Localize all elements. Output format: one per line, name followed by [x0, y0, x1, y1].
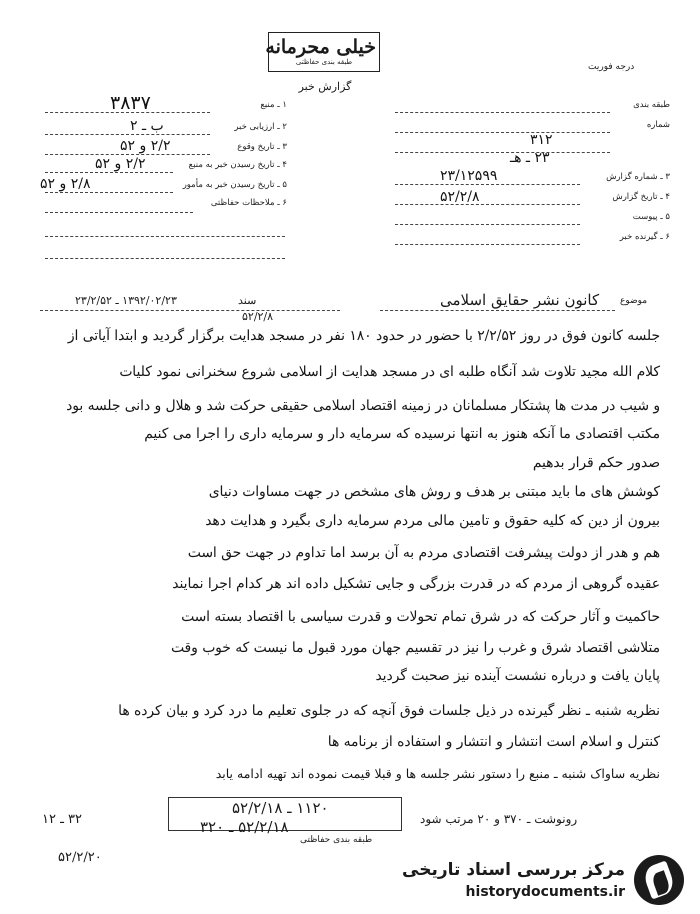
body-line: کلام الله مجید تلاوت شد آنگاه طلبه ای در مسجد هدایت از اسلامی شروع سخنرانی نمود کلیات: [119, 364, 660, 380]
right-field-label: شماره: [646, 120, 670, 130]
field-underline: [395, 224, 580, 225]
urgency-grade-label: درجه فوریت: [588, 62, 635, 72]
right-field-value: ۲۳/۱۲۵۹۹: [440, 168, 498, 184]
right-field-label: ۴ ـ تاریخ گزارش: [612, 192, 670, 202]
field-underline: [45, 236, 285, 237]
field-underline: [45, 154, 210, 155]
left-field-value: ۲/۸ و ۵۲: [40, 176, 91, 192]
field-underline: [395, 152, 610, 153]
subject-label: موضوع: [620, 296, 648, 306]
subject-underline: [380, 310, 615, 311]
field-underline: [395, 112, 610, 113]
report-title: گزارش خبر: [298, 80, 352, 93]
stamp-footer-label: طبقه بندی حفاظتی: [300, 835, 373, 845]
body-line: نظریه شنبه ـ نظر گیرنده در ذیل جلسات فوق آنچه که در جلوی تعلیم ما درد کرد و بیان کرده ها: [118, 703, 660, 719]
left-field-label: ۶ ـ ملاحظات حفاظتی: [210, 198, 287, 208]
distribution-note: رونوشت ـ ۳۷۰ و ۲۰ مرتب شود: [420, 812, 578, 826]
margin-note: ۳۲ ـ ۱۲: [42, 812, 83, 827]
body-line: کنترل و اسلام است انتشار و انتشار و استفاده از برنامه ها: [327, 734, 660, 750]
watermark-url: historydocuments.ir: [465, 884, 625, 900]
classification-stamp-title: خیلی محرمانه: [265, 36, 376, 58]
registration-stamp-value: ۱۱۲۰ ـ ۵۲/۲/۱۸: [232, 799, 329, 817]
right-field-label: ۶ ـ گیرنده خبر: [619, 232, 670, 242]
right-field-label: ۵ ـ پیوست: [632, 212, 670, 222]
left-field-value: ۲/۲ و ۵۲: [95, 156, 146, 172]
body-line: جلسه کانون فوق در روز ۲/۲/۵۲ با حضور در حدود ۱۸۰ نفر در مسجد هدایت برگزار گردید و ابتدا آیاتی از: [67, 328, 660, 344]
body-line: عقیده گروهی از مردم که در قدرت بزرگی و جایی تشکیل داده اند هر کدام اجرا نمایند: [172, 576, 660, 592]
field-underline: [45, 172, 173, 173]
field-underline: [45, 212, 193, 213]
left-field-value: ۲/۲ و ۵۲: [120, 138, 171, 154]
right-field-value: ۳۱۲: [530, 132, 553, 148]
date-underline: [40, 310, 340, 311]
right-field-value: ۲۳ ـ هـ: [510, 150, 550, 166]
left-field-value: ۳۸۳۷: [110, 92, 151, 114]
left-field-label: ۴ ـ تاریخ رسیدن خبر به منبع: [188, 160, 287, 170]
body-line: و شیب در مدت ها پشتکار مسلمانان در زمینه اقتصاد اسلامی حقیقی حرکت شد و هلال و دانی جلسه بود: [66, 398, 660, 414]
subject-sub-date: ۵۲/۲/۸: [242, 310, 274, 323]
field-underline: [45, 192, 173, 193]
right-field-value: ۵۲/۲/۸: [440, 189, 480, 205]
field-underline: [395, 132, 610, 133]
left-field-value: ب ـ ۲: [130, 118, 164, 134]
margin-note: ۵۲/۲/۲۰: [58, 850, 102, 865]
body-line: هم و هدر از دولت پیشرفت اقتصادی مردم به آن برسد اما تداوم در جهت حق است: [187, 545, 660, 561]
body-line: پایان یافت و درباره نشست آینده نیز صحبت گردید: [375, 668, 660, 684]
body-line: صدور حکم قرار بدهیم: [532, 455, 660, 471]
classification-stamp-subtitle: طبقه بندی حفاظتی: [295, 58, 353, 66]
left-field-label: ۵ ـ تاریخ رسیدن خبر به مأمور: [182, 180, 287, 190]
registration-stamp-value: ۵۲/۲/۱۸ ـ ۳۲۰: [200, 818, 289, 836]
body-line: مکتب اقتصادی ما آنکه هنوز به انتها نرسیده که سرمایه دار و سرمایه داری را اجرا می کنیم: [144, 426, 660, 442]
watermark-name: مرکز بررسی اسناد تاریخی: [402, 860, 625, 880]
subject-value: کانون نشر حقایق اسلامی: [440, 291, 600, 309]
savak-note-line: نظریه ساواک شنبه ـ منبع را دستور نشر جلسه ها و قبلا قیمت نموده اند تهیه ادامه یابد: [215, 766, 660, 781]
left-field-label: ۲ ـ ارزیابی خبر: [234, 122, 287, 132]
left-field-label: ۳ ـ تاریخ وقوع: [237, 142, 287, 152]
field-underline: [45, 258, 285, 259]
right-field-label: ۳ ـ شماره گزارش: [606, 172, 670, 182]
subject-date-label: سند: [238, 294, 257, 307]
field-underline: [45, 134, 210, 135]
field-underline: [395, 204, 580, 205]
body-line: حاکمیت و آثار حرکت که در شرق تمام تحولات و قدرت سیاسی با اقتصاد بسته است: [181, 609, 660, 625]
subject-date-value: ۱۳۹۲/۰۲/۲۳ ـ ۲۳/۲/۵۲: [75, 294, 177, 307]
field-underline: [395, 184, 580, 185]
left-field-label: ۱ ـ منبع: [260, 100, 287, 110]
field-underline: [395, 244, 580, 245]
right-field-label: طبقه بندی: [633, 100, 670, 110]
body-line: بیرون از دین که کلیه حقوق و تامین مالی مردم سرمایه داری بگیرد و هدایت دهد: [205, 513, 660, 529]
body-line: کوشش های ما باید مبتنی بر هدف و روش های مشخص در جهت مساوات دنیای: [208, 484, 660, 500]
body-line: متلاشی اقتصاد شرق و غرب را نیز در تقسیم جهان مورد قبول ما نیست که خوب وقت: [171, 640, 660, 656]
